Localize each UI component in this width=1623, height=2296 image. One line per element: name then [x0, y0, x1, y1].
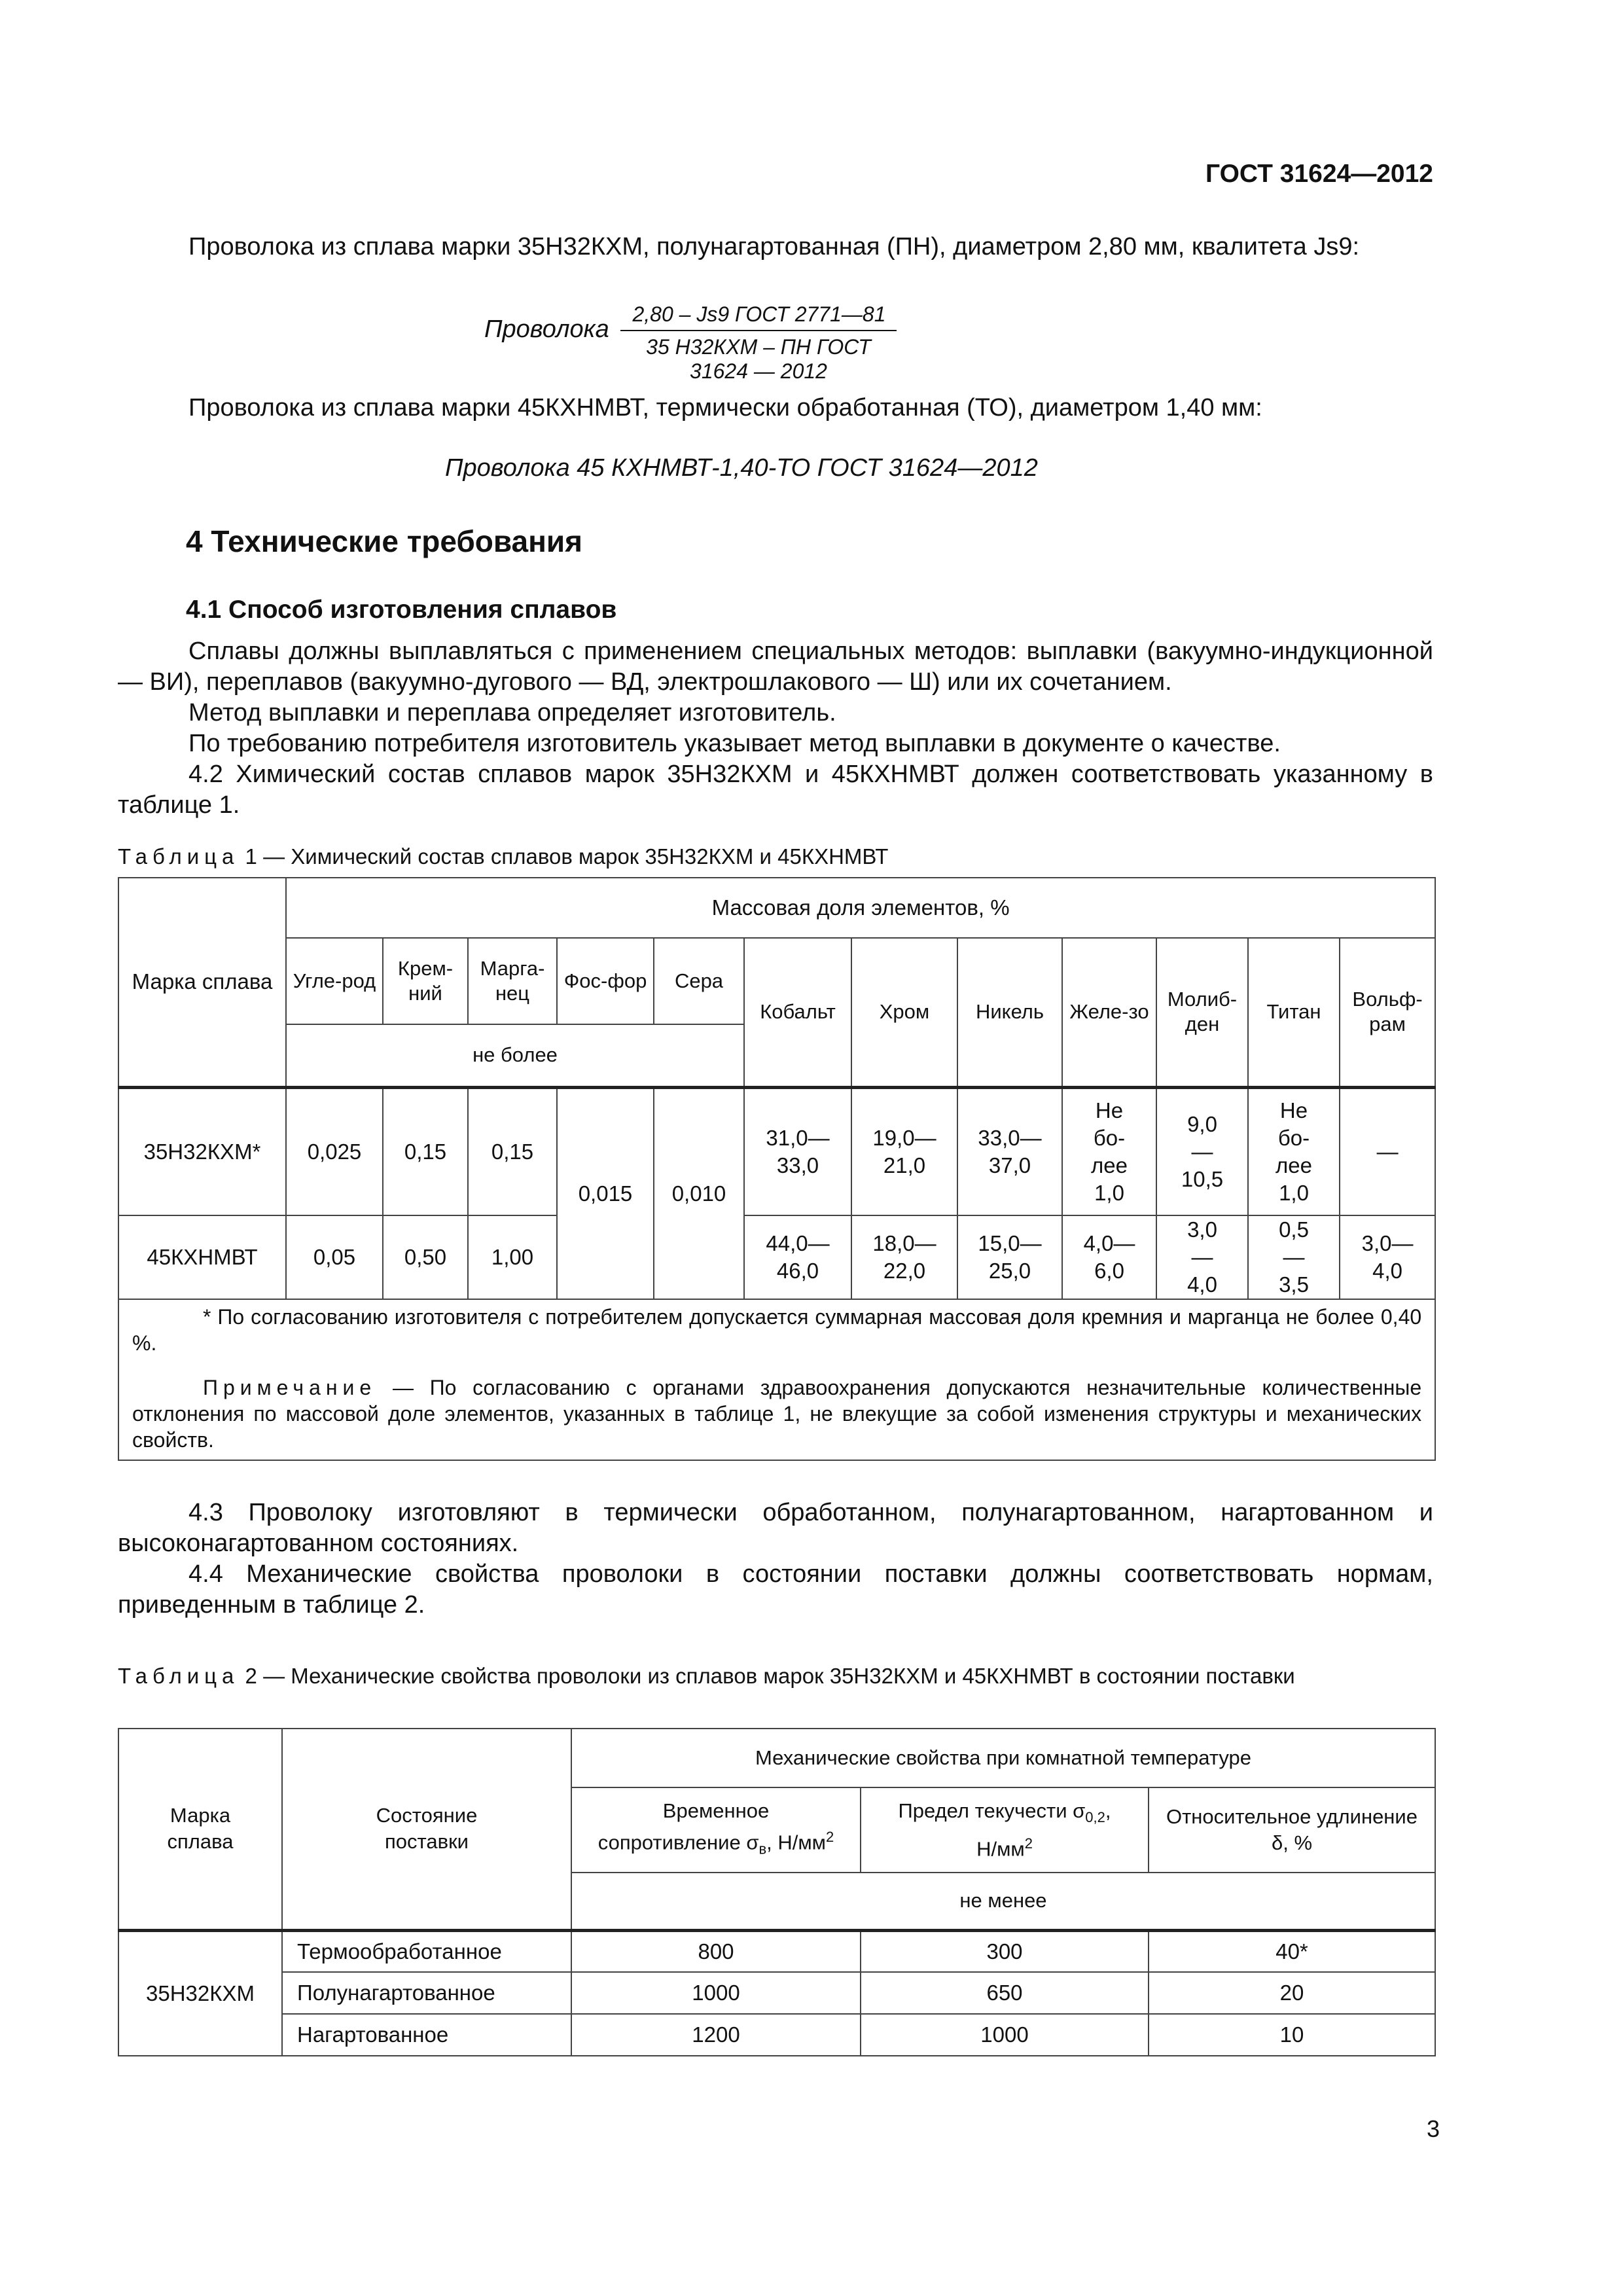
row1-iron: Не бо-лее 1,0 — [1062, 1087, 1156, 1215]
header-tensile-strength — [571, 1787, 861, 1873]
row1-manganese: 0,15 — [468, 1087, 557, 1215]
row2-yield: 650 — [861, 1972, 1149, 2014]
yield-text: Предел текучести σ — [898, 1799, 1086, 1822]
note-lead: Примечание — [203, 1376, 377, 1399]
row2-state: Полунагартованное — [282, 1972, 571, 2014]
row-grade: 35Н32КХМ — [118, 1930, 282, 2056]
formula-label: Проволока — [484, 315, 609, 343]
table1-footnote: * По согласованию изготовителя с потребителем допускается суммарная массовая доля кремния и марганца не более 0,40 %. — [132, 1305, 1422, 1355]
table1-caption — [118, 843, 1433, 870]
mechanical-properties-table — [118, 1728, 1436, 2056]
header-grade-text: Марка сплава — [167, 1804, 234, 1854]
paragraph-4-2: 4.2 Химический состав сплавов марок 35Н32КХМ и 45КХНМВТ должен соответствовать указанному в таблице 1. — [118, 761, 1433, 819]
shared-sulfur: 0,010 — [654, 1087, 744, 1299]
page-number: 3 — [1426, 2115, 1440, 2142]
shared-phosphorus: 0,015 — [557, 1087, 654, 1299]
header-yield-strength — [861, 1787, 1149, 1873]
header-mass-fraction: Массовая доля элементов, % — [286, 878, 1435, 938]
section-body — [118, 636, 1433, 821]
yield-sup: 2 — [1024, 1835, 1033, 1852]
section-heading: 4 Технические требования — [186, 524, 582, 558]
table1-caption-text: 1 — Химический состав сплавов марок 35Н32КХМ и 45КХНМВТ — [239, 844, 889, 869]
row2-molybdenum: 3,0—4,0 — [1156, 1215, 1248, 1299]
paragraph-manufacturer: Метод выплавки и переплава определяет изготовитель. — [188, 699, 836, 726]
designation-formula-fraction — [484, 302, 1139, 383]
row1-elongation: 40* — [1149, 1930, 1435, 1972]
header-silicon: Крем-ний — [383, 938, 468, 1024]
header-not-less-than: не менее — [571, 1873, 1435, 1930]
header-manganese: Марга-нец — [468, 938, 557, 1024]
designation-formula-inline: Проволока 45 КХНМВТ-1,40-ТО ГОСТ 31624—2012 — [445, 454, 1038, 482]
row2-iron: 4,0—6,0 — [1062, 1215, 1156, 1299]
row1-chromium: 19,0—21,0 — [851, 1087, 957, 1215]
header-carbon: Угле-род — [286, 938, 383, 1024]
chemical-composition-table — [118, 877, 1436, 1461]
header-not-more-than: не более — [286, 1024, 744, 1087]
header-grade — [118, 1729, 282, 1930]
table1-note — [132, 1374, 1421, 1453]
row1-yield: 300 — [861, 1930, 1149, 1972]
table1-notes — [118, 1299, 1435, 1460]
row1-grade: 35Н32КХМ* — [118, 1087, 286, 1215]
header-cobalt: Кобальт — [744, 938, 851, 1087]
fraction-bar — [620, 330, 897, 331]
yield-unit: Н/мм — [976, 1837, 1025, 1861]
subsection-heading: 4.1 Способ изготовления сплавов — [186, 596, 617, 624]
header-phosphorus: Фос-фор — [557, 938, 654, 1024]
row2-grade: 45КХНМВТ — [118, 1215, 286, 1299]
row2-cobalt: 44,0—46,0 — [744, 1215, 851, 1299]
yield-sub: 0,2 — [1085, 1808, 1105, 1825]
table2-caption-lead: Таблица — [118, 1664, 240, 1688]
tensile-line1: Временное — [662, 1799, 770, 1822]
header-iron: Желе-зо — [1062, 938, 1156, 1087]
row3-elongation: 10 — [1149, 2014, 1435, 2056]
paragraph-consumer: По требованию потребителя изготовитель указывает метод выплавки в документе о качестве. — [188, 730, 1281, 757]
row3-yield: 1000 — [861, 2014, 1149, 2056]
row2-elongation: 20 — [1149, 1972, 1435, 2014]
row1-titanium: Не бо-лее 1,0 — [1248, 1087, 1340, 1215]
header-elongation — [1149, 1787, 1435, 1873]
row1-tensile: 800 — [571, 1930, 861, 1972]
row1-molybdenum: 9,0—10,5 — [1156, 1087, 1248, 1215]
row1-state: Термообработанное — [282, 1930, 571, 1972]
tensile-sub: в — [758, 1840, 767, 1857]
paragraph-methods: Сплавы должны выплавляться с применением специальных методов: выплавки (вакуумно-индукционной — ВИ), переплавов (вакуумно-дугового — ВД, электрошлакового — Ш) или их сочетанием. — [118, 637, 1433, 696]
header-grade: Марка сплава — [118, 878, 286, 1087]
formula-numerator: 2,80 – Js9 ГОСТ 2771—81 — [632, 302, 886, 326]
note-text: — По согласованию с органами здравоохранения допускаются незначительные количественные отклонения по массовой доле элементов, указанных в таблице 1, не влекущие за собой изменения структуры и механических свойств. — [132, 1376, 1422, 1452]
after-table1-body — [118, 1498, 1433, 1621]
row1-tungsten: — — [1340, 1087, 1435, 1215]
yield-line2 — [864, 1831, 1145, 1862]
header-nickel: Никель — [957, 938, 1062, 1087]
header-state — [282, 1729, 571, 1930]
row2-nickel: 15,0—25,0 — [957, 1215, 1062, 1299]
header-titanium: Титан — [1248, 938, 1340, 1087]
row1-nickel: 33,0—37,0 — [957, 1087, 1062, 1215]
intro-paragraph-1: Проволока из сплава марки 35Н32КХМ, полунагартованная (ПН), диаметром 2,80 мм, квалитета Js9: — [188, 233, 1360, 260]
row2-chromium: 18,0—22,0 — [851, 1215, 957, 1299]
row3-tensile: 1200 — [571, 2014, 861, 2056]
table2-caption-text: 2 — Механические свойства проволоки из сплавов марок 35Н32КХМ и 45КХНМВТ в состоянии поставки — [239, 1664, 1295, 1688]
header-tungsten: Вольф-рам — [1340, 938, 1435, 1087]
row2-tensile: 1000 — [571, 1972, 861, 2014]
header-sulfur: Сера — [654, 938, 744, 1024]
paragraph-4-4: 4.4 Механические свойства проволоки в состоянии поставки должны соответствовать нормам, приведенным в таблице 2. — [118, 1560, 1433, 1619]
table2-caption — [118, 1662, 1433, 1690]
elongation-line1: Относительное удлинение — [1166, 1805, 1418, 1828]
elongation-line2: δ, % — [1271, 1831, 1313, 1854]
tensile-line2 — [575, 1824, 857, 1863]
row2-titanium: 0,5—3,5 — [1248, 1215, 1340, 1299]
table1-caption-lead: Таблица — [118, 844, 240, 869]
row2-manganese: 1,00 — [468, 1215, 557, 1299]
formula-denominator: 35 Н32КХМ – ПН ГОСТ 31624 — 2012 — [646, 335, 871, 383]
row2-silicon: 0,50 — [383, 1215, 468, 1299]
yield-line1 — [864, 1798, 1145, 1831]
header-mechanical: Механические свойства при комнатной температуре — [571, 1729, 1435, 1787]
intro-paragraph-2: Проволока из сплава марки 45КХНМВТ, термически обработанная (ТО), диаметром 1,40 мм: — [188, 394, 1262, 422]
tensile-unit: , Н/мм — [766, 1831, 826, 1854]
row3-state: Нагартованное — [282, 2014, 571, 2056]
header-chromium: Хром — [851, 938, 957, 1087]
row1-cobalt: 31,0—33,0 — [744, 1087, 851, 1215]
row2-tungsten: 3,0—4,0 — [1340, 1215, 1435, 1299]
paragraph-4-3: 4.3 Проволоку изготовляют в термически обработанном, полунагартованном, нагартованном и высоконагартованном состояниях. — [118, 1499, 1433, 1557]
yield-comma: , — [1105, 1799, 1111, 1822]
tensile-text: сопротивление σ — [597, 1831, 759, 1854]
header-state-text: Состояние поставки — [376, 1804, 478, 1854]
tensile-sup: 2 — [826, 1828, 834, 1845]
document-number: ГОСТ 31624—2012 — [1205, 160, 1433, 188]
row1-silicon: 0,15 — [383, 1087, 468, 1215]
row2-carbon: 0,05 — [286, 1215, 383, 1299]
row1-carbon: 0,025 — [286, 1087, 383, 1215]
header-molybdenum: Молиб-ден — [1156, 938, 1248, 1087]
